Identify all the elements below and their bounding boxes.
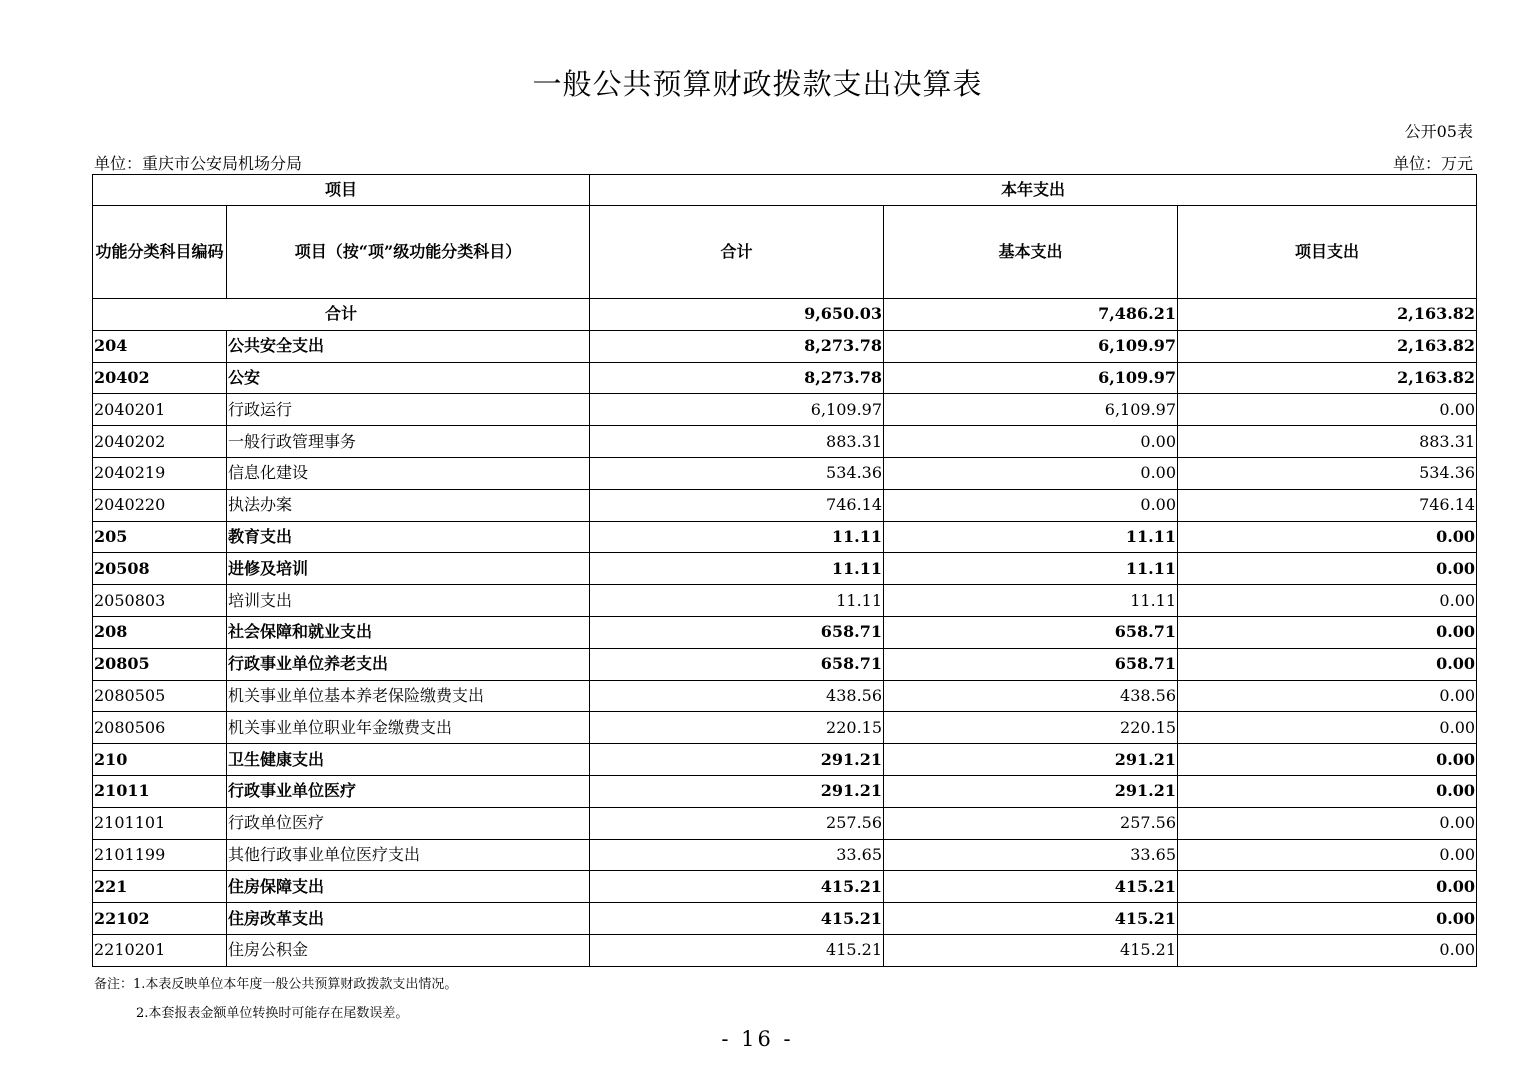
row-total: 291.21 xyxy=(590,775,884,807)
row-project: 0.00 xyxy=(1178,585,1477,617)
total-project: 2,163.82 xyxy=(1178,299,1477,331)
row-project: 0.00 xyxy=(1178,839,1477,871)
row-total: 11.11 xyxy=(590,585,884,617)
header-item: 项目 xyxy=(93,175,590,206)
total-basic: 7,486.21 xyxy=(884,299,1178,331)
page-number: - 16 - xyxy=(721,1027,794,1051)
row-project: 0.00 xyxy=(1178,807,1477,839)
table-row xyxy=(93,362,1477,394)
row-name: 行政单位医疗 xyxy=(227,807,590,839)
table-row xyxy=(93,489,1477,521)
row-basic: 415.21 xyxy=(884,934,1178,966)
row-basic: 415.21 xyxy=(884,903,1178,935)
row-basic: 33.65 xyxy=(884,839,1178,871)
row-code: 21011 xyxy=(93,775,227,807)
row-basic: 0.00 xyxy=(884,426,1178,458)
row-basic: 11.11 xyxy=(884,521,1178,553)
row-total: 415.21 xyxy=(590,934,884,966)
row-name: 执法办案 xyxy=(227,489,590,521)
row-name: 其他行政事业单位医疗支出 xyxy=(227,839,590,871)
header-row-2 xyxy=(93,206,1477,299)
row-basic: 6,109.97 xyxy=(884,330,1178,362)
row-name: 住房改革支出 xyxy=(227,903,590,935)
row-name: 进修及培训 xyxy=(227,553,590,585)
row-name: 公共安全支出 xyxy=(227,330,590,362)
row-name: 社会保障和就业支出 xyxy=(227,616,590,648)
row-project: 0.00 xyxy=(1178,934,1477,966)
total-amount: 9,650.03 xyxy=(590,299,884,331)
row-name: 教育支出 xyxy=(227,521,590,553)
row-code: 20508 xyxy=(93,553,227,585)
row-name: 卫生健康支出 xyxy=(227,744,590,776)
row-code: 2040220 xyxy=(93,489,227,521)
table-code: 公开05表 xyxy=(1404,122,1473,141)
unit-currency: 单位：万元 xyxy=(1392,154,1473,173)
header-project: 项目支出 xyxy=(1178,206,1477,299)
row-project: 0.00 xyxy=(1178,616,1477,648)
row-project: 0.00 xyxy=(1178,903,1477,935)
row-code: 2080506 xyxy=(93,712,227,744)
table-row xyxy=(93,553,1477,585)
row-code: 221 xyxy=(93,871,227,903)
row-total: 415.21 xyxy=(590,871,884,903)
header-code: 功能分类科目编码 xyxy=(93,206,227,299)
row-basic: 291.21 xyxy=(884,744,1178,776)
row-basic: 0.00 xyxy=(884,457,1178,489)
expenditure-table xyxy=(92,174,1477,967)
row-total: 257.56 xyxy=(590,807,884,839)
header-row-1 xyxy=(93,175,1477,206)
row-basic: 658.71 xyxy=(884,616,1178,648)
row-code: 20805 xyxy=(93,648,227,680)
row-project: 0.00 xyxy=(1178,648,1477,680)
row-name: 住房保障支出 xyxy=(227,871,590,903)
table-row xyxy=(93,330,1477,362)
table-row xyxy=(93,648,1477,680)
row-total: 658.71 xyxy=(590,648,884,680)
table-row xyxy=(93,394,1477,426)
row-total: 8,273.78 xyxy=(590,362,884,394)
table-row xyxy=(93,839,1477,871)
table-row xyxy=(93,585,1477,617)
row-name: 住房公积金 xyxy=(227,934,590,966)
total-label: 合计 xyxy=(93,299,590,331)
row-project: 2,163.82 xyxy=(1178,362,1477,394)
row-project: 0.00 xyxy=(1178,394,1477,426)
row-project: 0.00 xyxy=(1178,744,1477,776)
row-project: 2,163.82 xyxy=(1178,330,1477,362)
row-basic: 257.56 xyxy=(884,807,1178,839)
row-total: 11.11 xyxy=(590,553,884,585)
row-project: 534.36 xyxy=(1178,457,1477,489)
table-row xyxy=(93,712,1477,744)
row-project: 0.00 xyxy=(1178,680,1477,712)
header-total: 合计 xyxy=(590,206,884,299)
row-name: 机关事业单位职业年金缴费支出 xyxy=(227,712,590,744)
unit-organization: 单位：重庆市公安局机场分局 xyxy=(94,154,303,173)
table-row xyxy=(93,616,1477,648)
table-row xyxy=(93,457,1477,489)
row-code: 20402 xyxy=(93,362,227,394)
header-basic: 基本支出 xyxy=(884,206,1178,299)
row-code: 2040202 xyxy=(93,426,227,458)
table-row xyxy=(93,744,1477,776)
table-row xyxy=(93,426,1477,458)
row-name: 一般行政管理事务 xyxy=(227,426,590,458)
row-name: 行政事业单位养老支出 xyxy=(227,648,590,680)
row-basic: 11.11 xyxy=(884,553,1178,585)
table-row xyxy=(93,680,1477,712)
notes xyxy=(94,970,457,1028)
row-total: 534.36 xyxy=(590,457,884,489)
row-project: 0.00 xyxy=(1178,871,1477,903)
row-name: 公安 xyxy=(227,362,590,394)
row-basic: 438.56 xyxy=(884,680,1178,712)
row-project: 0.00 xyxy=(1178,553,1477,585)
row-total: 291.21 xyxy=(590,744,884,776)
row-code: 2080505 xyxy=(93,680,227,712)
row-code: 2101199 xyxy=(93,839,227,871)
page-title: 一般公共预算财政拨款支出决算表 xyxy=(532,67,983,101)
row-name: 培训支出 xyxy=(227,585,590,617)
table-row xyxy=(93,775,1477,807)
row-total: 438.56 xyxy=(590,680,884,712)
row-basic: 6,109.97 xyxy=(884,394,1178,426)
row-basic: 0.00 xyxy=(884,489,1178,521)
row-code: 22102 xyxy=(93,903,227,935)
row-name: 行政运行 xyxy=(227,394,590,426)
row-project: 0.00 xyxy=(1178,521,1477,553)
row-code: 2050803 xyxy=(93,585,227,617)
row-basic: 6,109.97 xyxy=(884,362,1178,394)
header-current-year: 本年支出 xyxy=(590,175,1477,206)
table-row xyxy=(93,871,1477,903)
row-basic: 415.21 xyxy=(884,871,1178,903)
row-code: 2040219 xyxy=(93,457,227,489)
row-total: 658.71 xyxy=(590,616,884,648)
table-row xyxy=(93,807,1477,839)
row-project: 746.14 xyxy=(1178,489,1477,521)
row-project: 883.31 xyxy=(1178,426,1477,458)
table-row xyxy=(93,903,1477,935)
row-total: 415.21 xyxy=(590,903,884,935)
note-1: 备注：1.本表反映单位本年度一般公共预算财政拨款支出情况。 xyxy=(94,977,458,992)
row-name: 机关事业单位基本养老保险缴费支出 xyxy=(227,680,590,712)
row-code: 2210201 xyxy=(93,934,227,966)
row-total: 746.14 xyxy=(590,489,884,521)
row-total: 11.11 xyxy=(590,521,884,553)
table-row xyxy=(93,934,1477,966)
row-total: 6,109.97 xyxy=(590,394,884,426)
row-code: 205 xyxy=(93,521,227,553)
row-name: 信息化建设 xyxy=(227,457,590,489)
note-2: 2.本套报表金额单位转换时可能存在尾数误差。 xyxy=(136,1006,409,1021)
row-basic: 11.11 xyxy=(884,585,1178,617)
row-total: 220.15 xyxy=(590,712,884,744)
row-project: 0.00 xyxy=(1178,712,1477,744)
header-item-name: 项目（按“项”级功能分类科目） xyxy=(227,206,590,299)
row-total: 883.31 xyxy=(590,426,884,458)
row-code: 208 xyxy=(93,616,227,648)
row-code: 210 xyxy=(93,744,227,776)
row-total: 33.65 xyxy=(590,839,884,871)
row-code: 2101101 xyxy=(93,807,227,839)
total-row xyxy=(93,299,1477,331)
row-total: 8,273.78 xyxy=(590,330,884,362)
row-code: 2040201 xyxy=(93,394,227,426)
row-code: 204 xyxy=(93,330,227,362)
row-basic: 220.15 xyxy=(884,712,1178,744)
row-name: 行政事业单位医疗 xyxy=(227,775,590,807)
row-basic: 658.71 xyxy=(884,648,1178,680)
row-project: 0.00 xyxy=(1178,775,1477,807)
row-basic: 291.21 xyxy=(884,775,1178,807)
table-row xyxy=(93,521,1477,553)
